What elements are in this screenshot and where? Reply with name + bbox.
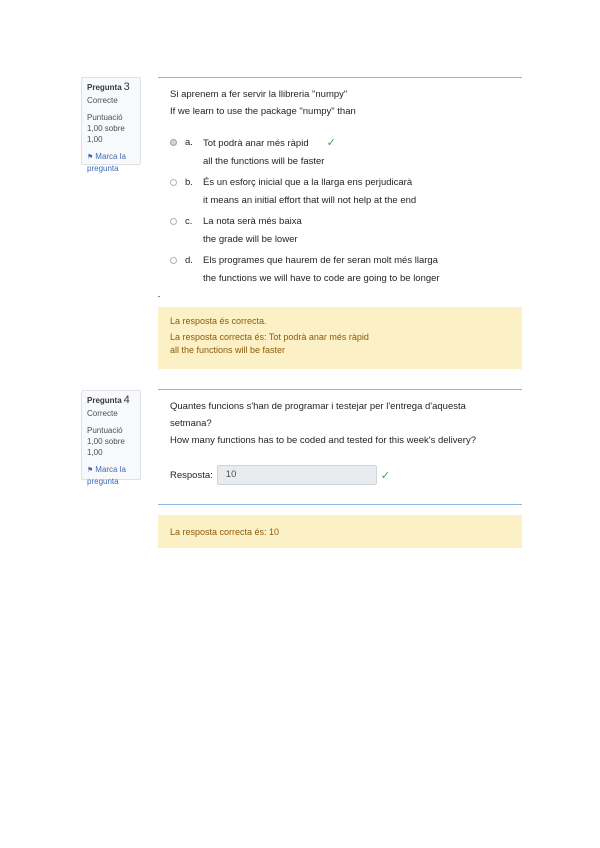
- q3-options: [158, 130, 522, 288]
- q3-feedback: [158, 307, 522, 369]
- q4-content: [158, 389, 522, 485]
- q4-text-ca: Quantes funcions s'han de programar i testejar per l'entrega d'aquesta setmana?: [170, 401, 466, 429]
- option-text-en: it means an initial effort that will not help at the end: [203, 195, 417, 206]
- check-icon: ✓: [380, 469, 390, 482]
- q4-info-panel: [81, 390, 141, 486]
- q4-feedback: [158, 515, 522, 548]
- q4-question-text: [158, 390, 522, 449]
- q3-state: Correcte: [87, 96, 118, 105]
- flag-icon: ⚑: [87, 467, 94, 474]
- option-text-ca: La nota serà més baixa: [203, 216, 302, 227]
- q3-score: Puntuació 1,00 sobre 1,00: [87, 113, 125, 144]
- q4-flag-link[interactable]: [87, 464, 135, 487]
- flag-icon: ⚑: [87, 154, 94, 161]
- q3-feedback-en: all the functions will be faster: [170, 345, 286, 355]
- q3-number: Pregunta 3: [87, 81, 130, 93]
- option-letter: d.: [185, 255, 193, 266]
- option-text-ca: Tot podrà anar més ràpid: [203, 138, 309, 149]
- q4-state: Correcte: [87, 409, 118, 418]
- q3-option-c[interactable]: [170, 213, 510, 249]
- divider-mark: [158, 296, 160, 297]
- q3-flag-label: Marca la pregunta: [87, 152, 126, 173]
- radio-button[interactable]: [170, 179, 177, 186]
- q3-option-d[interactable]: [170, 252, 510, 288]
- q3-option-b[interactable]: [170, 174, 510, 210]
- radio-button[interactable]: [170, 257, 177, 264]
- q4-text-en: How many functions has to be coded and tested for this week's delivery?: [170, 435, 476, 446]
- answer-label: Resposta:: [170, 469, 213, 481]
- q4-flag-label: Marca la pregunta: [87, 465, 126, 486]
- radio-button[interactable]: [170, 218, 177, 225]
- q3-info-panel: [81, 77, 141, 173]
- option-text-ca: Els programes que haurem de fer seran molt més llarga: [203, 255, 438, 266]
- answer-input[interactable]: 10: [217, 465, 377, 485]
- option-letter: c.: [185, 216, 193, 227]
- q3-text-ca: Si aprenem a fer servir la llibreria "numpy": [170, 89, 348, 100]
- check-icon: ✓: [326, 137, 336, 149]
- q3-option-a[interactable]: [170, 134, 510, 171]
- option-text-en: the grade will be lower: [203, 234, 298, 245]
- option-letter: b.: [185, 177, 193, 188]
- option-letter: a.: [185, 137, 193, 148]
- radio-button[interactable]: [170, 139, 177, 146]
- q4-feedback-correct: La resposta correcta és: 10: [170, 527, 280, 537]
- option-text-en: the functions we will have to code are going to be longer: [203, 273, 440, 284]
- option-text-en: all the functions will be faster: [203, 156, 325, 167]
- q4-feedback-divider: [158, 504, 522, 505]
- q3-text-en: If we learn to use the package "numpy" than: [170, 106, 356, 117]
- q3-question-text: [158, 78, 522, 120]
- q4-number: Pregunta 4: [87, 394, 130, 406]
- q3-feedback-title: La resposta és correcta.: [170, 316, 267, 326]
- option-text-ca: És un esforç inicial que a la llarga ens perjudicarà: [203, 177, 413, 188]
- q4-score: Puntuació 1,00 sobre 1,00: [87, 426, 125, 457]
- q4-answer-row: [158, 459, 522, 485]
- q3-flag-link[interactable]: [87, 151, 135, 174]
- q3-content: [158, 77, 522, 291]
- q3-feedback-correct: La resposta correcta és: Tot podrà anar més ràpid: [170, 332, 369, 342]
